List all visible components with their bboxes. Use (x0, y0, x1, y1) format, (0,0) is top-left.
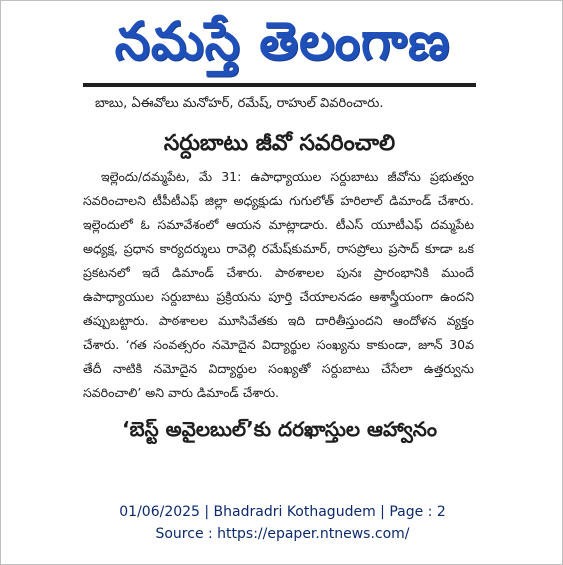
article-body: ఇల్లెందు/దమ్మపేట, మే 31: ఉపాధ్యాయుల సర్దుబాటు జీవోను ప్రభుత్వం సవరించాలని టీపీటీఎఫ్ జిల్లా అధ్యక్షుడు గుగులోత్ హరిలాల్ డిమాండ్ చేశారు. ఇల్లెందులో ఓ సమావేశంలో ఆయన మాట్లాడారు. టీఎస్ యూటీఎఫ్ దమ్మపేట అధ్యక్ష, ప్రధాన కార్యదర్శులు రావెల్లి రమేష్‌కుమార్, రాసప్రోలు ప్రసాద్ కూడా ఒక ప్రకటనలో ఇదే డిమాండ్ చేశారు. పాఠశాలల పునః ప్రారంభానికి ముందే ఉపాధ్యాయుల సర్దుబాటు ప్రక్రియను పూర్తి చేయాలనడం ఆశాస్త్రీయంగా ఉందని తప్పుబట్టారు. పాఠశాలల మూసివేతకు ఇది దారితీస్తుందని ఆందోళన వ్యక్తం చేశారు. ‘గత సంవత్సరం నమోదైన విద్యార్థుల సంఖ్యను కాకుండా, జూన్ 30వ తేదీ నాటికి నమోదైన విద్యార్థుల సంఖ్యతో సర్దుబాటు చేసేలా ఉత్తర్వును సవరించాలి’ అని వారు డిమాండ్ చేశారు. (83, 169, 474, 400)
next-article-headline-cut: ‘బెస్ట్ అవైలబుల్’కు దరఖాస్తుల ఆహ్వానం (122, 417, 437, 441)
article-clipping (83, 93, 476, 485)
source-footer (1, 501, 563, 545)
newspaper-masthead (1, 7, 563, 75)
footer-date-edition-page: 01/06/2025 | Bhadradri Kothagudem | Page : 2 (119, 504, 446, 520)
masthead-divider (83, 83, 476, 87)
footer-source-url: Source : https://epaper.ntnews.com/ (155, 526, 410, 542)
previous-article-fragment: బాబు, ఏఈవోలు మనోహర్, రమేష్, రాహుల్ వివరించారు. (95, 96, 384, 111)
masthead-logo-text: నమస్తే తెలంగాణ (114, 10, 451, 72)
article-headline: సర్దుబాటు జీవో సవరించాలి (163, 131, 396, 156)
